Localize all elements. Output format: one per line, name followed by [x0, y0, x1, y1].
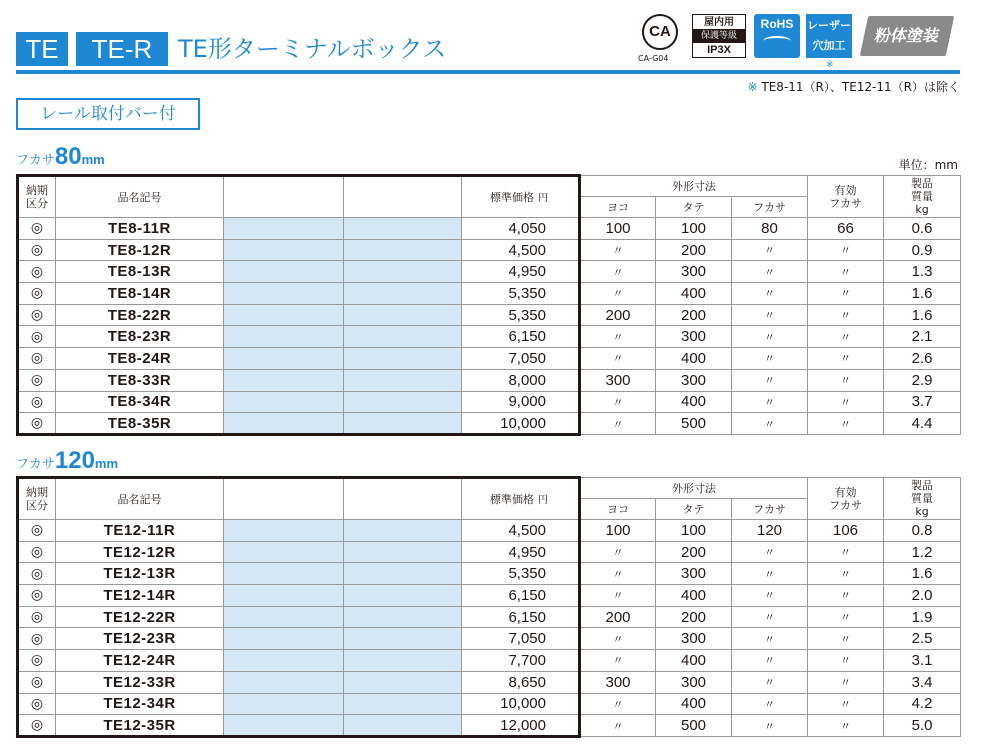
- effective-depth-cell: 〃: [808, 650, 884, 672]
- product-code: TE8-22R: [56, 304, 224, 326]
- table-row: [18, 715, 961, 737]
- blank-cell: [344, 520, 462, 542]
- series-tag-te: TE: [16, 32, 68, 66]
- col-delivery: 納期 区分: [18, 478, 56, 520]
- blank-cell: [344, 650, 462, 672]
- mass-cell: 1.6: [884, 283, 961, 305]
- effective-depth-cell: 〃: [808, 693, 884, 715]
- fukasa-cell: 〃: [732, 671, 808, 693]
- table-row: [18, 693, 961, 715]
- yoko-cell: 〃: [580, 326, 656, 348]
- price-cell: 7,050: [462, 348, 580, 370]
- powder-coating-badge: 粉体塗装: [860, 16, 955, 56]
- price-cell: 8,650: [462, 671, 580, 693]
- fukasa-cell: 80: [732, 218, 808, 240]
- product-code: TE12-35R: [56, 715, 224, 737]
- yoko-cell: 300: [580, 671, 656, 693]
- table-row: [18, 650, 961, 672]
- fukasa-cell: 〃: [732, 326, 808, 348]
- blank-cell: [224, 283, 344, 305]
- table-row: [18, 239, 961, 261]
- depth-unit: mm: [94, 456, 119, 471]
- section-depth-80: [16, 143, 105, 171]
- blank-cell: [344, 693, 462, 715]
- series-tag-te-r: TE-R: [76, 32, 168, 66]
- depth-unit: mm: [81, 152, 105, 167]
- yoko-cell: 〃: [580, 541, 656, 563]
- blank-cell: [224, 585, 344, 607]
- delivery-mark: ◎: [18, 218, 56, 240]
- mass-cell: 4.4: [884, 413, 961, 435]
- blank-cell: [224, 369, 344, 391]
- yoko-cell: 200: [580, 304, 656, 326]
- fukasa-cell: 〃: [732, 693, 808, 715]
- laser-label-1: レーザー: [807, 19, 851, 32]
- ip3x-badge: [692, 14, 746, 58]
- tate-cell: 200: [656, 304, 732, 326]
- rohs-label: RoHS: [760, 17, 794, 31]
- col-code: 品名記号: [56, 478, 224, 520]
- table-row: [18, 304, 961, 326]
- blank-cell: [344, 261, 462, 283]
- tate-cell: 400: [656, 348, 732, 370]
- effective-depth-cell: 〃: [808, 628, 884, 650]
- table-row: [18, 369, 961, 391]
- price-cell: 5,350: [462, 283, 580, 305]
- product-code: TE12-14R: [56, 585, 224, 607]
- yoko-cell: 〃: [580, 413, 656, 435]
- tate-cell: 300: [656, 671, 732, 693]
- product-code: TE12-23R: [56, 628, 224, 650]
- blank-cell: [344, 585, 462, 607]
- effective-depth-cell: 〃: [808, 283, 884, 305]
- price-cell: 10,000: [462, 693, 580, 715]
- table-row: [18, 413, 961, 435]
- tate-cell: 400: [656, 391, 732, 413]
- yoko-cell: 〃: [580, 715, 656, 737]
- blank-cell: [344, 326, 462, 348]
- mass-cell: 2.0: [884, 585, 961, 607]
- product-code: TE12-24R: [56, 650, 224, 672]
- price-cell: 5,350: [462, 304, 580, 326]
- price-cell: 7,700: [462, 650, 580, 672]
- ca-mark-icon: CA: [642, 14, 678, 50]
- fukasa-cell: 〃: [732, 628, 808, 650]
- blank-cell: [224, 693, 344, 715]
- mass-cell: 2.1: [884, 326, 961, 348]
- blank-cell: [344, 218, 462, 240]
- yoko-cell: 〃: [580, 348, 656, 370]
- table-row: [18, 671, 961, 693]
- mass-cell: 1.6: [884, 563, 961, 585]
- price-cell: 6,150: [462, 585, 580, 607]
- effective-depth-cell: 〃: [808, 606, 884, 628]
- laser-note-mark: ※: [826, 60, 834, 70]
- blank-cell: [224, 650, 344, 672]
- effective-depth-cell: 〃: [808, 541, 884, 563]
- mass-cell: 4.2: [884, 693, 961, 715]
- spec-table-80: [16, 174, 961, 436]
- yoko-cell: 〃: [580, 693, 656, 715]
- ip-protection-label: 保護等級: [693, 30, 745, 43]
- product-code: TE8-11R: [56, 218, 224, 240]
- blank-cell: [224, 261, 344, 283]
- price-cell: 12,000: [462, 715, 580, 737]
- col-code: 品名記号: [56, 176, 224, 218]
- tate-cell: 200: [656, 239, 732, 261]
- yoko-cell: 200: [580, 606, 656, 628]
- yoko-cell: 〃: [580, 628, 656, 650]
- blank-cell: [224, 348, 344, 370]
- product-code: TE12-13R: [56, 563, 224, 585]
- blank-cell: [224, 326, 344, 348]
- fukasa-cell: 120: [732, 520, 808, 542]
- col-yoko: ヨコ: [580, 499, 656, 520]
- price-cell: 4,950: [462, 541, 580, 563]
- col-price: 標準価格 円: [462, 176, 580, 218]
- mass-cell: 2.9: [884, 369, 961, 391]
- tate-cell: 200: [656, 606, 732, 628]
- fukasa-cell: 〃: [732, 369, 808, 391]
- product-code: TE8-34R: [56, 391, 224, 413]
- col-blank-2: [344, 478, 462, 520]
- price-cell: 7,050: [462, 628, 580, 650]
- delivery-mark: ◎: [18, 671, 56, 693]
- table-row: [18, 283, 961, 305]
- laser-badge: [806, 14, 852, 58]
- blank-cell: [344, 541, 462, 563]
- blank-cell: [224, 628, 344, 650]
- mass-cell: 0.6: [884, 218, 961, 240]
- blank-cell: [344, 671, 462, 693]
- blank-cell: [344, 628, 462, 650]
- delivery-mark: ◎: [18, 239, 56, 261]
- header-rule: [16, 70, 960, 74]
- fukasa-cell: 〃: [732, 650, 808, 672]
- delivery-mark: ◎: [18, 585, 56, 607]
- blank-cell: [224, 304, 344, 326]
- blank-cell: [344, 715, 462, 737]
- price-cell: 8,000: [462, 369, 580, 391]
- fukasa-cell: 〃: [732, 283, 808, 305]
- depth-prefix: フカサ: [16, 153, 55, 168]
- delivery-mark: ◎: [18, 391, 56, 413]
- yoko-cell: 300: [580, 369, 656, 391]
- table-row: [18, 628, 961, 650]
- col-blank-1: [224, 478, 344, 520]
- effective-depth-cell: 〃: [808, 326, 884, 348]
- depth-prefix: フカサ: [16, 457, 55, 472]
- exception-note: [748, 78, 961, 95]
- col-blank-1: [224, 176, 344, 218]
- product-code: TE8-13R: [56, 261, 224, 283]
- yoko-cell: 〃: [580, 563, 656, 585]
- fukasa-cell: 〃: [732, 348, 808, 370]
- col-tate: タテ: [656, 197, 732, 218]
- note-text: TE8-11（R）、TE12-11（R）は除く: [761, 80, 960, 94]
- delivery-mark: ◎: [18, 520, 56, 542]
- col-mass: 製品 質量 kg: [884, 478, 961, 520]
- note-mark: ※: [747, 80, 758, 94]
- blank-cell: [344, 283, 462, 305]
- table-row: [18, 541, 961, 563]
- yoko-cell: 〃: [580, 650, 656, 672]
- rohs-badge: [754, 14, 800, 58]
- fukasa-cell: 〃: [732, 606, 808, 628]
- spec-table-120: [16, 476, 961, 738]
- col-fukasa: フカサ: [732, 499, 808, 520]
- laser-label-2: 穴加工: [812, 39, 846, 52]
- ca-code: CA-G04: [638, 54, 669, 63]
- fukasa-cell: 〃: [732, 413, 808, 435]
- delivery-mark: ◎: [18, 541, 56, 563]
- price-cell: 4,500: [462, 520, 580, 542]
- tate-cell: 100: [656, 218, 732, 240]
- blank-cell: [224, 520, 344, 542]
- fukasa-cell: 〃: [732, 391, 808, 413]
- price-cell: 5,350: [462, 563, 580, 585]
- price-cell: 4,950: [462, 261, 580, 283]
- certification-badges: [640, 10, 960, 70]
- product-code: TE12-11R: [56, 520, 224, 542]
- mass-cell: 5.0: [884, 715, 961, 737]
- effective-depth-cell: 〃: [808, 369, 884, 391]
- tate-cell: 400: [656, 650, 732, 672]
- effective-depth-cell: 106: [808, 520, 884, 542]
- unit-label: 単位：mm: [898, 158, 958, 172]
- blank-cell: [344, 348, 462, 370]
- col-price: 標準価格 円: [462, 478, 580, 520]
- depth-number: 80: [54, 143, 82, 170]
- table-row: [18, 520, 961, 542]
- tate-cell: 300: [656, 369, 732, 391]
- delivery-mark: ◎: [18, 413, 56, 435]
- mass-cell: 0.9: [884, 239, 961, 261]
- mass-cell: 2.6: [884, 348, 961, 370]
- blank-cell: [224, 715, 344, 737]
- ip-rating: IP3X: [707, 44, 731, 56]
- product-code: TE8-12R: [56, 239, 224, 261]
- delivery-mark: ◎: [18, 650, 56, 672]
- yoko-cell: 〃: [580, 239, 656, 261]
- yoko-cell: 100: [580, 520, 656, 542]
- delivery-mark: ◎: [18, 304, 56, 326]
- delivery-mark: ◎: [18, 628, 56, 650]
- effective-depth-cell: 〃: [808, 348, 884, 370]
- col-fukasa: フカサ: [732, 197, 808, 218]
- blank-cell: [344, 304, 462, 326]
- mass-cell: 1.9: [884, 606, 961, 628]
- col-tate: タテ: [656, 499, 732, 520]
- mass-cell: 2.5: [884, 628, 961, 650]
- product-code: TE8-33R: [56, 369, 224, 391]
- ip-indoor-label: 屋内用: [693, 15, 745, 30]
- fukasa-cell: 〃: [732, 715, 808, 737]
- tate-cell: 300: [656, 261, 732, 283]
- effective-depth-cell: 〃: [808, 715, 884, 737]
- product-code: TE8-24R: [56, 348, 224, 370]
- delivery-mark: ◎: [18, 693, 56, 715]
- yoko-cell: 〃: [580, 391, 656, 413]
- table-row: [18, 326, 961, 348]
- blank-cell: [224, 541, 344, 563]
- effective-depth-cell: 〃: [808, 563, 884, 585]
- fukasa-cell: 〃: [732, 304, 808, 326]
- delivery-mark: ◎: [18, 606, 56, 628]
- table-row: [18, 218, 961, 240]
- mass-cell: 3.1: [884, 650, 961, 672]
- effective-depth-cell: 〃: [808, 239, 884, 261]
- table-row: [18, 606, 961, 628]
- tate-cell: 400: [656, 283, 732, 305]
- delivery-mark: ◎: [18, 369, 56, 391]
- col-outer-dims: 外形寸法: [580, 176, 808, 197]
- tate-cell: 400: [656, 693, 732, 715]
- fukasa-cell: 〃: [732, 261, 808, 283]
- tate-cell: 100: [656, 520, 732, 542]
- yoko-cell: 100: [580, 218, 656, 240]
- blank-cell: [344, 369, 462, 391]
- effective-depth-cell: 〃: [808, 261, 884, 283]
- delivery-mark: ◎: [18, 326, 56, 348]
- price-cell: 4,500: [462, 239, 580, 261]
- effective-depth-cell: 〃: [808, 304, 884, 326]
- blank-cell: [224, 563, 344, 585]
- col-effective-depth: 有効 フカサ: [808, 176, 884, 218]
- delivery-mark: ◎: [18, 715, 56, 737]
- fukasa-cell: 〃: [732, 239, 808, 261]
- yoko-cell: 〃: [580, 283, 656, 305]
- delivery-mark: ◎: [18, 348, 56, 370]
- table-row: [18, 261, 961, 283]
- tate-cell: 300: [656, 628, 732, 650]
- blank-cell: [224, 671, 344, 693]
- effective-depth-cell: 〃: [808, 413, 884, 435]
- blank-cell: [224, 606, 344, 628]
- col-delivery: 納期 区分: [18, 176, 56, 218]
- delivery-mark: ◎: [18, 261, 56, 283]
- col-mass: 製品 質量 kg: [884, 176, 961, 218]
- product-code: TE12-34R: [56, 693, 224, 715]
- table-row: [18, 348, 961, 370]
- price-cell: 6,150: [462, 606, 580, 628]
- blank-cell: [224, 218, 344, 240]
- product-code: TE12-33R: [56, 671, 224, 693]
- table-row: [18, 563, 961, 585]
- price-cell: 6,150: [462, 326, 580, 348]
- mass-cell: 3.4: [884, 671, 961, 693]
- effective-depth-cell: 〃: [808, 585, 884, 607]
- yoko-cell: 〃: [580, 585, 656, 607]
- rail-bar-label: レール取付バー付: [16, 98, 200, 130]
- tate-cell: 300: [656, 326, 732, 348]
- rohs-swoosh-icon: [763, 36, 791, 46]
- col-blank-2: [344, 176, 462, 218]
- fukasa-cell: 〃: [732, 585, 808, 607]
- fukasa-cell: 〃: [732, 541, 808, 563]
- col-effective-depth: 有効 フカサ: [808, 478, 884, 520]
- delivery-mark: ◎: [18, 563, 56, 585]
- page-title: TE形ターミナルボックス: [178, 35, 447, 63]
- tate-cell: 300: [656, 563, 732, 585]
- col-yoko: ヨコ: [580, 197, 656, 218]
- effective-depth-cell: 〃: [808, 391, 884, 413]
- tate-cell: 500: [656, 413, 732, 435]
- blank-cell: [344, 239, 462, 261]
- blank-cell: [224, 239, 344, 261]
- blank-cell: [344, 606, 462, 628]
- price-cell: 4,050: [462, 218, 580, 240]
- tate-cell: 200: [656, 541, 732, 563]
- mass-cell: 1.3: [884, 261, 961, 283]
- fukasa-cell: 〃: [732, 563, 808, 585]
- mass-cell: 1.6: [884, 304, 961, 326]
- depth-number: 120: [54, 447, 95, 474]
- effective-depth-cell: 〃: [808, 671, 884, 693]
- blank-cell: [344, 563, 462, 585]
- effective-depth-cell: 66: [808, 218, 884, 240]
- price-cell: 9,000: [462, 391, 580, 413]
- tate-cell: 500: [656, 715, 732, 737]
- table-row: [18, 391, 961, 413]
- blank-cell: [344, 413, 462, 435]
- delivery-mark: ◎: [18, 283, 56, 305]
- mass-cell: 1.2: [884, 541, 961, 563]
- blank-cell: [224, 413, 344, 435]
- product-code: TE8-14R: [56, 283, 224, 305]
- product-code: TE8-35R: [56, 413, 224, 435]
- product-code: TE12-22R: [56, 606, 224, 628]
- tate-cell: 400: [656, 585, 732, 607]
- product-code: TE12-12R: [56, 541, 224, 563]
- table-row: [18, 585, 961, 607]
- section-depth-120: [16, 447, 118, 475]
- yoko-cell: 〃: [580, 261, 656, 283]
- product-code: TE8-23R: [56, 326, 224, 348]
- blank-cell: [344, 391, 462, 413]
- mass-cell: 3.7: [884, 391, 961, 413]
- col-outer-dims: 外形寸法: [580, 478, 808, 499]
- blank-cell: [224, 391, 344, 413]
- mass-cell: 0.8: [884, 520, 961, 542]
- price-cell: 10,000: [462, 413, 580, 435]
